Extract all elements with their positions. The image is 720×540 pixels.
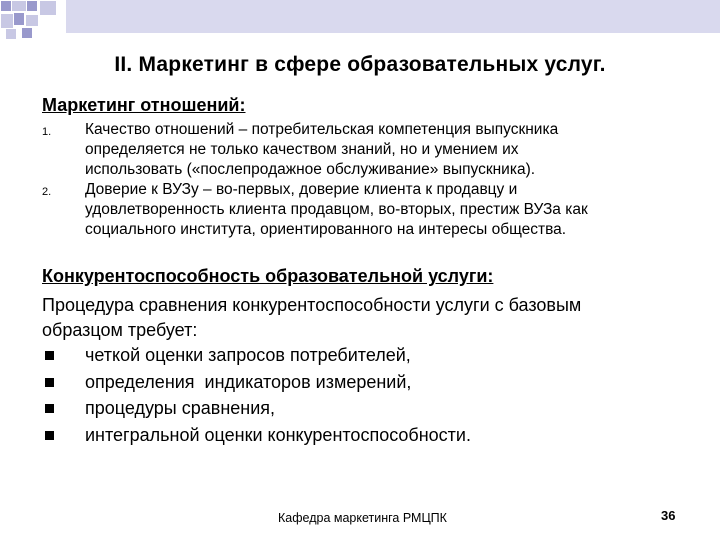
list-item-line: определяется не только качеством знаний, но и умением их bbox=[85, 141, 519, 158]
relationship-marketing-heading: Маркетинг отношений: bbox=[42, 95, 246, 115]
competitiveness-heading: Конкурентоспособность образовательной услуги: bbox=[42, 266, 494, 286]
page-number: 36 bbox=[661, 508, 676, 523]
list-item bbox=[42, 342, 471, 369]
list-item bbox=[42, 395, 471, 422]
list-item-line: удовлетворенность клиента продавцом, во-вторых, престиж ВУЗа как bbox=[85, 201, 588, 218]
bullet-text: интегральной оценки конкурентоспособности. bbox=[85, 424, 471, 445]
slide-title: II. Маркетинг в сфере образовательных услуг. bbox=[114, 53, 606, 76]
list-item-line: Качество отношений – потребительская компетенция выпускника bbox=[85, 121, 559, 138]
footer-department: Кафедра маркетинга РМЦПК bbox=[278, 511, 447, 525]
square-bullet-icon bbox=[45, 351, 54, 360]
list-item bbox=[42, 180, 682, 240]
list-item bbox=[42, 120, 682, 180]
relationship-marketing-list bbox=[42, 120, 682, 240]
list-item bbox=[42, 422, 471, 449]
square-bullet-icon bbox=[45, 431, 54, 440]
list-item-number: 1. bbox=[42, 126, 52, 138]
requirements-list bbox=[42, 342, 471, 448]
procedure-line: образцом требует: bbox=[42, 320, 198, 340]
square-bullet-icon bbox=[45, 378, 54, 387]
bullet-text: процедуры сравнения, bbox=[85, 398, 276, 418]
bullet-text: четкой оценки запросов потребителей, bbox=[85, 345, 411, 365]
list-item-line: социального института, ориентированного на интересы общества. bbox=[85, 221, 567, 238]
square-bullet-icon bbox=[45, 404, 54, 413]
procedure-text bbox=[42, 293, 711, 343]
list-item-number: 2. bbox=[42, 186, 52, 198]
procedure-line: Процедура сравнения конкурентоспособности услуги с базовым bbox=[42, 295, 582, 315]
header-decoration bbox=[0, 0, 720, 50]
bullet-text: определения индикаторов измерений, bbox=[85, 371, 412, 392]
list-item-line: Доверие к ВУЗу – во-первых, доверие клиента к продавцу и bbox=[85, 181, 518, 198]
list-item bbox=[42, 369, 471, 396]
list-item-line: использовать («послепродажное обслуживание» выпускника). bbox=[85, 161, 536, 178]
